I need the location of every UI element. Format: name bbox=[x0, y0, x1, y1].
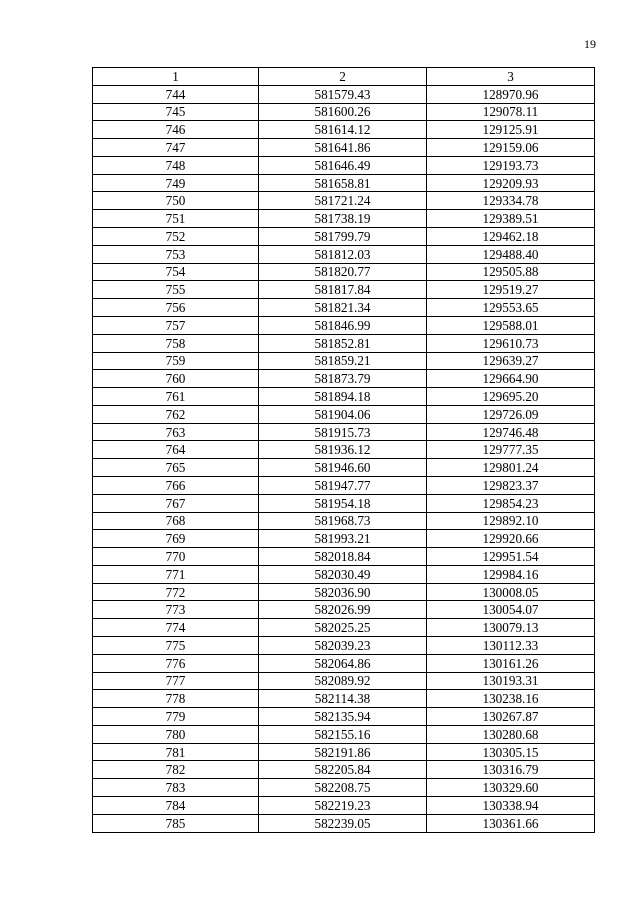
y-coordinate-cell: 129854.23 bbox=[427, 494, 595, 512]
point-number-cell: 747 bbox=[93, 139, 259, 157]
page-number: 19 bbox=[584, 37, 596, 51]
column-header-2: 2 bbox=[259, 68, 427, 86]
point-number-cell: 761 bbox=[93, 388, 259, 406]
x-coordinate-cell: 582155.16 bbox=[259, 725, 427, 743]
x-coordinate-cell: 582191.86 bbox=[259, 743, 427, 761]
point-number-cell: 759 bbox=[93, 352, 259, 370]
table-row bbox=[93, 388, 595, 406]
y-coordinate-cell: 129823.37 bbox=[427, 476, 595, 494]
y-coordinate-cell: 129920.66 bbox=[427, 530, 595, 548]
y-coordinate-cell: 129588.01 bbox=[427, 316, 595, 334]
point-number-cell: 744 bbox=[93, 85, 259, 103]
y-coordinate-cell: 130267.87 bbox=[427, 708, 595, 726]
table-row bbox=[93, 565, 595, 583]
x-coordinate-cell: 582114.38 bbox=[259, 690, 427, 708]
table-row bbox=[93, 121, 595, 139]
y-coordinate-cell: 129078.11 bbox=[427, 103, 595, 121]
table-row bbox=[93, 637, 595, 655]
x-coordinate-cell: 582208.75 bbox=[259, 779, 427, 797]
point-number-cell: 748 bbox=[93, 156, 259, 174]
x-coordinate-cell: 581894.18 bbox=[259, 388, 427, 406]
y-coordinate-cell: 129639.27 bbox=[427, 352, 595, 370]
y-coordinate-cell: 128970.96 bbox=[427, 85, 595, 103]
x-coordinate-cell: 581820.77 bbox=[259, 263, 427, 281]
table-row bbox=[93, 743, 595, 761]
point-number-cell: 782 bbox=[93, 761, 259, 779]
point-number-cell: 777 bbox=[93, 672, 259, 690]
table-row bbox=[93, 85, 595, 103]
y-coordinate-cell: 130112.33 bbox=[427, 637, 595, 655]
table-row bbox=[93, 601, 595, 619]
point-number-cell: 756 bbox=[93, 299, 259, 317]
table-row bbox=[93, 512, 595, 530]
x-coordinate-cell: 581600.26 bbox=[259, 103, 427, 121]
x-coordinate-cell: 581721.24 bbox=[259, 192, 427, 210]
table-row bbox=[93, 370, 595, 388]
table-row bbox=[93, 779, 595, 797]
point-number-cell: 754 bbox=[93, 263, 259, 281]
x-coordinate-cell: 581859.21 bbox=[259, 352, 427, 370]
x-coordinate-cell: 581641.86 bbox=[259, 139, 427, 157]
point-number-cell: 750 bbox=[93, 192, 259, 210]
y-coordinate-cell: 130305.15 bbox=[427, 743, 595, 761]
coordinates-table bbox=[92, 67, 595, 833]
point-number-cell: 753 bbox=[93, 245, 259, 263]
table-row bbox=[93, 334, 595, 352]
table-row bbox=[93, 494, 595, 512]
point-number-cell: 746 bbox=[93, 121, 259, 139]
x-coordinate-cell: 581812.03 bbox=[259, 245, 427, 263]
x-coordinate-cell: 581873.79 bbox=[259, 370, 427, 388]
table-row bbox=[93, 530, 595, 548]
point-number-cell: 771 bbox=[93, 565, 259, 583]
point-number-cell: 755 bbox=[93, 281, 259, 299]
x-coordinate-cell: 582030.49 bbox=[259, 565, 427, 583]
point-number-cell: 776 bbox=[93, 654, 259, 672]
point-number-cell: 784 bbox=[93, 797, 259, 815]
y-coordinate-cell: 129951.54 bbox=[427, 548, 595, 566]
x-coordinate-cell: 581799.79 bbox=[259, 228, 427, 246]
y-coordinate-cell: 129159.06 bbox=[427, 139, 595, 157]
point-number-cell: 766 bbox=[93, 476, 259, 494]
table-row bbox=[93, 814, 595, 832]
table-row bbox=[93, 139, 595, 157]
point-number-cell: 775 bbox=[93, 637, 259, 655]
table-row bbox=[93, 281, 595, 299]
table-row bbox=[93, 761, 595, 779]
table-row bbox=[93, 583, 595, 601]
x-coordinate-cell: 581579.43 bbox=[259, 85, 427, 103]
table-row bbox=[93, 690, 595, 708]
point-number-cell: 783 bbox=[93, 779, 259, 797]
point-number-cell: 757 bbox=[93, 316, 259, 334]
table-row bbox=[93, 103, 595, 121]
x-coordinate-cell: 582135.94 bbox=[259, 708, 427, 726]
table-row bbox=[93, 476, 595, 494]
x-coordinate-cell: 581904.06 bbox=[259, 405, 427, 423]
y-coordinate-cell: 129984.16 bbox=[427, 565, 595, 583]
x-coordinate-cell: 581658.81 bbox=[259, 174, 427, 192]
y-coordinate-cell: 130161.26 bbox=[427, 654, 595, 672]
y-coordinate-cell: 129488.40 bbox=[427, 245, 595, 263]
table-row bbox=[93, 210, 595, 228]
x-coordinate-cell: 582239.05 bbox=[259, 814, 427, 832]
point-number-cell: 770 bbox=[93, 548, 259, 566]
point-number-cell: 752 bbox=[93, 228, 259, 246]
x-coordinate-cell: 581954.18 bbox=[259, 494, 427, 512]
point-number-cell: 758 bbox=[93, 334, 259, 352]
table-row bbox=[93, 654, 595, 672]
point-number-cell: 764 bbox=[93, 441, 259, 459]
table-row bbox=[93, 619, 595, 637]
point-number-cell: 781 bbox=[93, 743, 259, 761]
y-coordinate-cell: 129193.73 bbox=[427, 156, 595, 174]
y-coordinate-cell: 129389.51 bbox=[427, 210, 595, 228]
table-row bbox=[93, 441, 595, 459]
y-coordinate-cell: 129695.20 bbox=[427, 388, 595, 406]
table-row bbox=[93, 423, 595, 441]
table-row bbox=[93, 405, 595, 423]
x-coordinate-cell: 582036.90 bbox=[259, 583, 427, 601]
column-header-3: 3 bbox=[427, 68, 595, 86]
y-coordinate-cell: 129801.24 bbox=[427, 459, 595, 477]
point-number-cell: 751 bbox=[93, 210, 259, 228]
table-row bbox=[93, 797, 595, 815]
point-number-cell: 780 bbox=[93, 725, 259, 743]
x-coordinate-cell: 582018.84 bbox=[259, 548, 427, 566]
y-coordinate-cell: 129209.93 bbox=[427, 174, 595, 192]
x-coordinate-cell: 582064.86 bbox=[259, 654, 427, 672]
y-coordinate-cell: 129462.18 bbox=[427, 228, 595, 246]
x-coordinate-cell: 581614.12 bbox=[259, 121, 427, 139]
table-row bbox=[93, 672, 595, 690]
point-number-cell: 767 bbox=[93, 494, 259, 512]
y-coordinate-cell: 130316.79 bbox=[427, 761, 595, 779]
x-coordinate-cell: 581852.81 bbox=[259, 334, 427, 352]
point-number-cell: 762 bbox=[93, 405, 259, 423]
x-coordinate-cell: 581817.84 bbox=[259, 281, 427, 299]
x-coordinate-cell: 582039.23 bbox=[259, 637, 427, 655]
x-coordinate-cell: 581821.34 bbox=[259, 299, 427, 317]
y-coordinate-cell: 129746.48 bbox=[427, 423, 595, 441]
table-row bbox=[93, 299, 595, 317]
x-coordinate-cell: 581738.19 bbox=[259, 210, 427, 228]
y-coordinate-cell: 130238.16 bbox=[427, 690, 595, 708]
x-coordinate-cell: 582026.99 bbox=[259, 601, 427, 619]
point-number-cell: 774 bbox=[93, 619, 259, 637]
table-row bbox=[93, 548, 595, 566]
y-coordinate-cell: 130008.05 bbox=[427, 583, 595, 601]
y-coordinate-cell: 129892.10 bbox=[427, 512, 595, 530]
y-coordinate-cell: 129125.91 bbox=[427, 121, 595, 139]
point-number-cell: 773 bbox=[93, 601, 259, 619]
y-coordinate-cell: 130329.60 bbox=[427, 779, 595, 797]
y-coordinate-cell: 130193.31 bbox=[427, 672, 595, 690]
table-row bbox=[93, 459, 595, 477]
table-row bbox=[93, 228, 595, 246]
point-number-cell: 779 bbox=[93, 708, 259, 726]
point-number-cell: 772 bbox=[93, 583, 259, 601]
table-row bbox=[93, 192, 595, 210]
x-coordinate-cell: 582219.23 bbox=[259, 797, 427, 815]
x-coordinate-cell: 581646.49 bbox=[259, 156, 427, 174]
x-coordinate-cell: 582025.25 bbox=[259, 619, 427, 637]
table-body bbox=[93, 85, 595, 832]
y-coordinate-cell: 129553.65 bbox=[427, 299, 595, 317]
y-coordinate-cell: 129664.90 bbox=[427, 370, 595, 388]
table-row bbox=[93, 316, 595, 334]
y-coordinate-cell: 129505.88 bbox=[427, 263, 595, 281]
table-header-row bbox=[93, 68, 595, 86]
x-coordinate-cell: 582205.84 bbox=[259, 761, 427, 779]
x-coordinate-cell: 581846.99 bbox=[259, 316, 427, 334]
table-row bbox=[93, 174, 595, 192]
table-row bbox=[93, 156, 595, 174]
point-number-cell: 778 bbox=[93, 690, 259, 708]
y-coordinate-cell: 129610.73 bbox=[427, 334, 595, 352]
y-coordinate-cell: 130079.13 bbox=[427, 619, 595, 637]
point-number-cell: 785 bbox=[93, 814, 259, 832]
x-coordinate-cell: 581915.73 bbox=[259, 423, 427, 441]
y-coordinate-cell: 130338.94 bbox=[427, 797, 595, 815]
y-coordinate-cell: 129519.27 bbox=[427, 281, 595, 299]
x-coordinate-cell: 581968.73 bbox=[259, 512, 427, 530]
table-row bbox=[93, 352, 595, 370]
y-coordinate-cell: 129334.78 bbox=[427, 192, 595, 210]
table-row bbox=[93, 263, 595, 281]
y-coordinate-cell: 129777.35 bbox=[427, 441, 595, 459]
table-row bbox=[93, 708, 595, 726]
table-row bbox=[93, 245, 595, 263]
x-coordinate-cell: 581946.60 bbox=[259, 459, 427, 477]
point-number-cell: 768 bbox=[93, 512, 259, 530]
table-row bbox=[93, 725, 595, 743]
point-number-cell: 760 bbox=[93, 370, 259, 388]
point-number-cell: 765 bbox=[93, 459, 259, 477]
y-coordinate-cell: 130280.68 bbox=[427, 725, 595, 743]
point-number-cell: 749 bbox=[93, 174, 259, 192]
point-number-cell: 769 bbox=[93, 530, 259, 548]
y-coordinate-cell: 130361.66 bbox=[427, 814, 595, 832]
point-number-cell: 745 bbox=[93, 103, 259, 121]
y-coordinate-cell: 129726.09 bbox=[427, 405, 595, 423]
x-coordinate-cell: 582089.92 bbox=[259, 672, 427, 690]
x-coordinate-cell: 581936.12 bbox=[259, 441, 427, 459]
y-coordinate-cell: 130054.07 bbox=[427, 601, 595, 619]
point-number-cell: 763 bbox=[93, 423, 259, 441]
column-header-1: 1 bbox=[93, 68, 259, 86]
x-coordinate-cell: 581993.21 bbox=[259, 530, 427, 548]
x-coordinate-cell: 581947.77 bbox=[259, 476, 427, 494]
